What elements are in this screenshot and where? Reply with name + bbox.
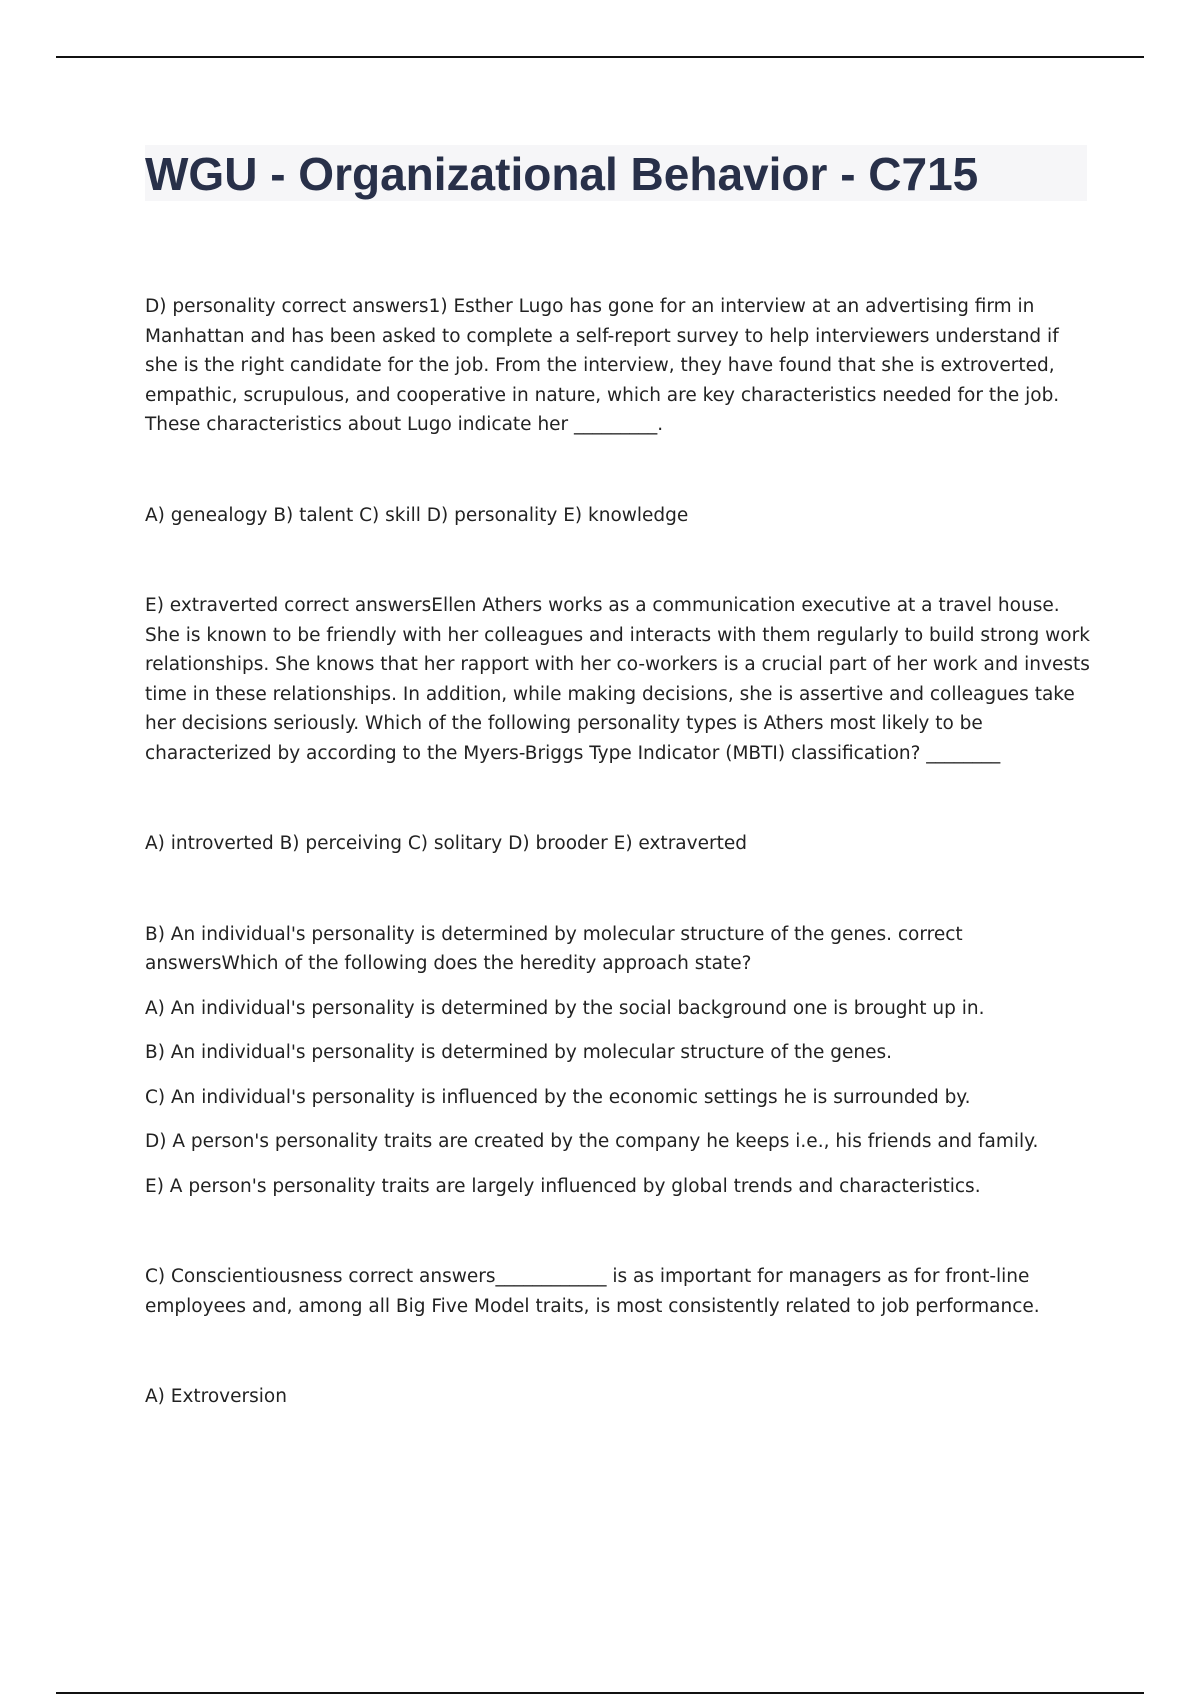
question-4-option-a: A) Extroversion [145, 1386, 287, 1407]
question-3-option-e: E) A person's personality traits are largely influenced by global trends and characteristics. [145, 1175, 981, 1197]
question-3-option-b: B) An individual's personality is determined by molecular structure of the genes. [145, 1042, 892, 1063]
question-3-option-d: D) A person's personality traits are created by the company he keeps i.e., his friends and family. [145, 1131, 1039, 1152]
question-3-option-c: C) An individual's personality is influenced by the economic settings he is surrounded by. [145, 1086, 971, 1108]
bottom-rule [56, 1692, 1144, 1694]
question-3-option-a: A) An individual's personality is determined by the social background one is brought up in. [145, 997, 985, 1019]
document-title: WGU - Organizational Behavior - C715 [145, 148, 979, 200]
top-rule [56, 56, 1144, 58]
question-1-options: A) genealogy B) talent C) skill D) personality E) knowledge [145, 504, 689, 526]
question-4-text: C) Conscientiousness correct answers____________ is as important for managers as for front-line employees and, among all Big Five Model traits, is most consistently related to job performance. [145, 1266, 1040, 1317]
document-body [145, 292, 1090, 1412]
question-3-text: B) An individual's personality is determined by molecular structure of the genes. correct answersWhich of the following does the heredity approach state? [145, 923, 963, 974]
question-1-text: D) personality correct answers1) Esther Lugo has gone for an interview at an advertising firm in Manhattan and has been asked to complete a self-report survey to help interviewers understand if she is the right candidate for the job. From the interview, they have found that she is extroverted, empathic, scrupulous, and cooperative in nature, which are key characteristics needed for the job. These characteristics about Lugo indicate her _________. [145, 296, 1060, 435]
question-2-options: A) introverted B) perceiving C) solitary D) brooder E) extraverted [145, 833, 747, 854]
question-2-text: E) extraverted correct answersEllen Athers works as a communication executive at a travel house. She is known to be friendly with her colleagues and interacts with them regularly to build strong work relationships. She knows that her rapport with her co-workers is a crucial part of her work and invests time in these relationships. In addition, while making decisions, she is assertive and colleagues take her decisions seriously. Which of the following personality types is Athers most likely to be characterized by according to the Myers-Briggs Type Indicator (MBTI) classification? ________ [145, 595, 1090, 764]
